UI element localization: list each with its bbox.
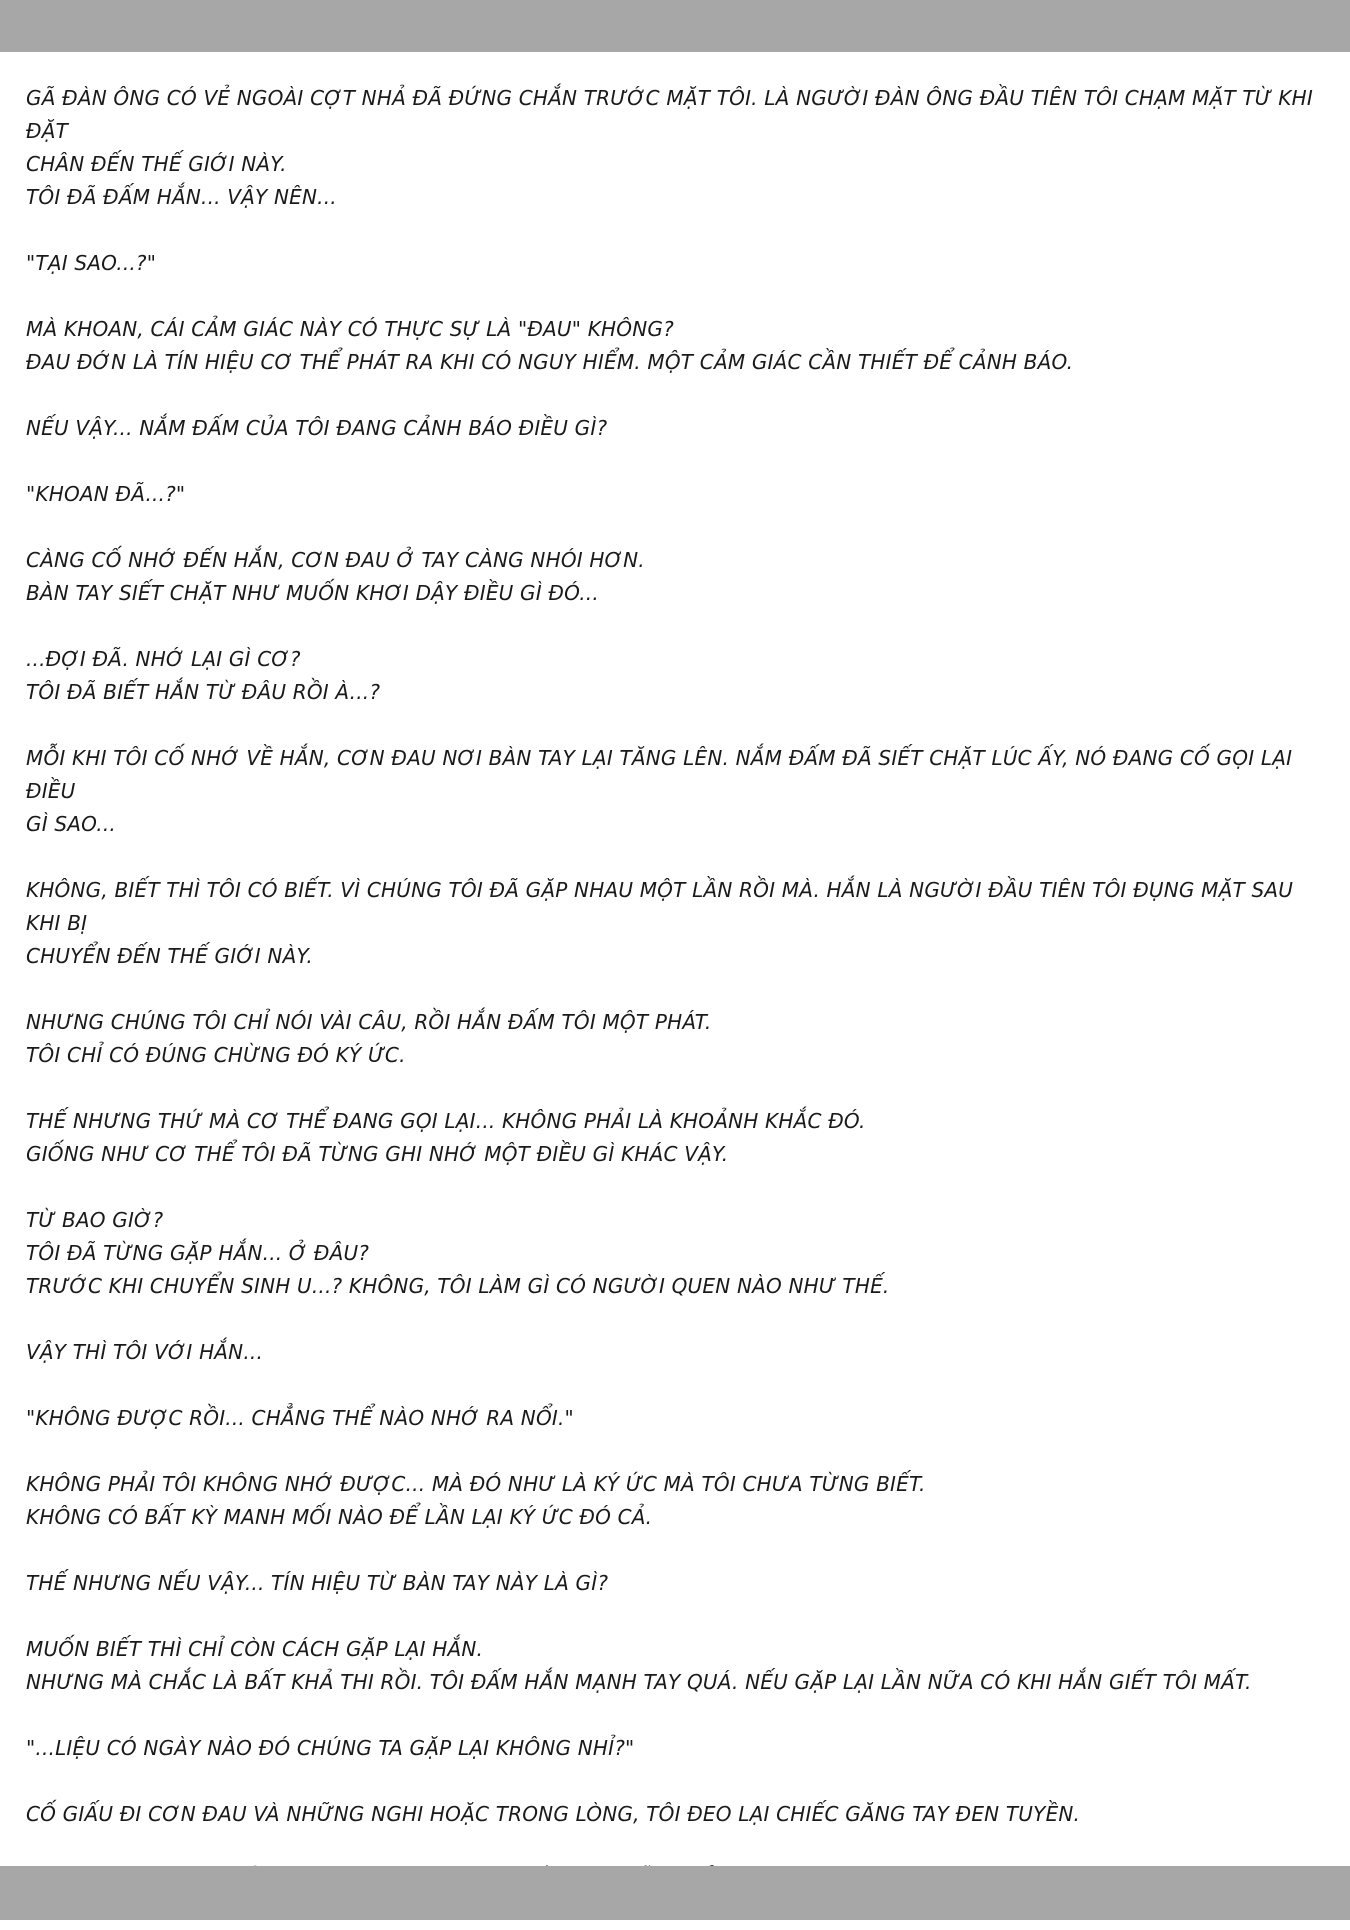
paragraph [26,742,1326,841]
text-line: ĐAU ĐỚN LÀ TÍN HIỆU CƠ THỂ PHÁT RA KHI CÓ NGUY HIỂM. MỘT CẢM GIÁC CẦN THIẾT ĐỂ CẢNH BÁO. [26,350,1074,374]
text-line: TRƯỚC KHI CHUYỂN SINH U...? KHÔNG, TÔI LÀM GÌ CÓ NGƯỜI QUEN NÀO NHƯ THẾ. [26,1274,890,1298]
top-bar [0,0,1350,52]
text-line: TÔI ĐÃ TỪNG GẶP HẮN... Ở ĐÂU? [26,1241,370,1265]
paragraph [26,1336,1326,1369]
text-line: KHÔNG PHẢI TÔI KHÔNG NHỚ ĐƯỢC... MÀ ĐÓ NHƯ LÀ KÝ ỨC MÀ TÔI CHƯA TỪNG BIẾT. [26,1472,926,1496]
text-line: THẾ NHƯNG NẾU VẬY... TÍN HIỆU TỪ BÀN TAY NÀY LÀ GÌ? [26,1571,609,1595]
paragraph [26,1798,1326,1831]
text-line: GIỐNG NHƯ CƠ THỂ TÔI ĐÃ TỪNG GHI NHỚ MỘT ĐIỀU GÌ KHÁC VẬY. [26,1142,729,1166]
text-line: NHƯNG CHÚNG TÔI CHỈ NÓI VÀI CÂU, RỒI HẮN ĐẤM TÔI MỘT PHÁT. [26,1010,712,1034]
text-line: TỪ BAO GIỜ? [26,1208,164,1232]
text-line: NẾU VẬY... NẮM ĐẤM CỦA TÔI ĐANG CẢNH BÁO ĐIỀU GÌ? [26,416,608,440]
paragraph [26,1732,1326,1765]
paragraph [26,313,1326,379]
text-line: "TẠI SAO...?" [26,251,157,275]
paragraph [26,1468,1326,1534]
text-line: TÔI CHỈ CÓ ĐÚNG CHỪNG ĐÓ KÝ ỨC. [26,1043,406,1067]
text-line: GÃ ĐÀN ÔNG CÓ VẺ NGOÀI CỢT NHẢ ĐÃ ĐỨNG CHẮN TRƯỚC MẶT TÔI. LÀ NGƯỜI ĐÀN ÔNG ĐẦU TIÊN TÔI CHẠM MẶT TỪ KHI ĐẶT [26,86,1313,143]
paragraph [26,1105,1326,1171]
text-line: MUỐN BIẾT THÌ CHỈ CÒN CÁCH GẶP LẠI HẮN. [26,1637,484,1661]
text-line: "KHÔNG ĐƯỢC RỒI... CHẲNG THỂ NÀO NHỚ RA NỔI." [26,1406,574,1430]
paragraph [26,544,1326,610]
paragraph [26,643,1326,709]
paragraph [26,1402,1326,1435]
bottom-bar [0,1866,1350,1920]
text-line: THẾ NHƯNG THỨ MÀ CƠ THỂ ĐANG GỌI LẠI... KHÔNG PHẢI LÀ KHOẢNH KHẮC ĐÓ. [26,1109,866,1133]
text-line: TÔI ĐÃ BIẾT HẮN TỪ ĐÂU RỒI À...? [26,680,381,704]
text-line: MÀ KHOAN, CÁI CẢM GIÁC NÀY CÓ THỰC SỰ LÀ "ĐAU" KHÔNG? [26,317,674,341]
text-line: CHÂN ĐẾN THẾ GIỚI NÀY. [26,152,287,176]
text-line: CHUYỂN ĐẾN THẾ GIỚI NÀY. [26,944,313,968]
paragraph [26,478,1326,511]
paragraph [26,1204,1326,1303]
text-line: "...LIỆU CÓ NGÀY NÀO ĐÓ CHÚNG TA GẶP LẠI KHÔNG NHỈ?" [26,1736,635,1760]
text-line: CÀNG CỐ NHỚ ĐẾN HẮN, CƠN ĐAU Ở TAY CÀNG NHÓI HƠN. [26,548,645,572]
paragraph [26,1567,1326,1600]
text-line: KHÔNG CÓ BẤT KỲ MANH MỐI NÀO ĐỂ LẦN LẠI KÝ ỨC ĐÓ CẢ. [26,1505,653,1529]
text-line: KHÔNG, BIẾT THÌ TÔI CÓ BIẾT. VÌ CHÚNG TÔI ĐÃ GẶP NHAU MỘT LẦN RỒI MÀ. HẮN LÀ NGƯỜI ĐẦU TIÊN TÔI ĐỤNG MẶT SAU KHI BỊ [26,878,1294,935]
text-body [26,82,1326,1930]
text-line: GÌ SAO... [26,812,116,836]
paragraph [26,874,1326,973]
text-line: "KHOAN ĐÃ...?" [26,482,186,506]
text-line: ...ĐỢI ĐÃ. NHỚ LẠI GÌ CƠ? [26,647,301,671]
paragraph [26,247,1326,280]
paragraph [26,1006,1326,1072]
paragraph [26,1633,1326,1699]
text-line: MỖI KHI TÔI CỐ NHỚ VỀ HẮN, CƠN ĐAU NƠI BÀN TAY LẠI TĂNG LÊN. NẮM ĐẤM ĐÃ SIẾT CHẶT LÚC ẤY, NÓ ĐANG CỐ GỌI LẠI ĐIỀU [26,746,1293,803]
paragraph [26,82,1326,214]
text-line: CỐ GIẤU ĐI CƠN ĐAU VÀ NHỮNG NGHI HOẶC TRONG LÒNG, TÔI ĐEO LẠI CHIẾC GĂNG TAY ĐEN TUYỀN. [26,1802,1081,1826]
text-line: VẬY THÌ TÔI VỚI HẮN... [26,1340,264,1364]
paragraph [26,412,1326,445]
text-line: TÔI ĐÃ ĐẤM HẮN... VẬY NÊN... [26,185,337,209]
text-line: NHƯNG MÀ CHẮC LÀ BẤT KHẢ THI RỒI. TÔI ĐẤM HẮN MẠNH TAY QUÁ. NẾU GẶP LẠI LẦN NỮA CÓ KHI HẮN GIẾT TÔI MẤT. [26,1670,1252,1694]
text-line: BÀN TAY SIẾT CHẶT NHƯ MUỐN KHƠI DẬY ĐIỀU GÌ ĐÓ... [26,581,599,605]
